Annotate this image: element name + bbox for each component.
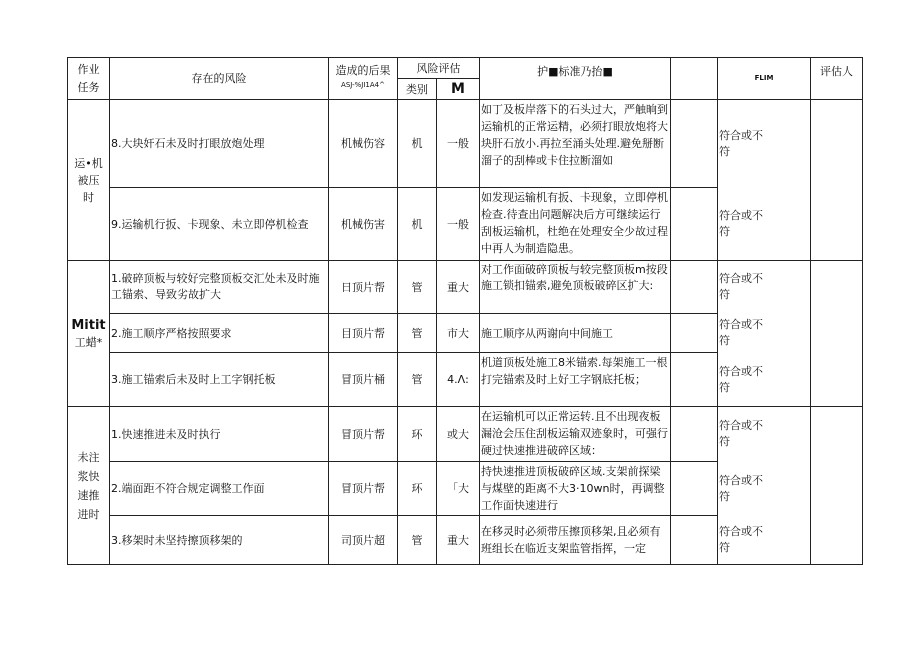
consequence-cell: 冒顶片桶 bbox=[341, 373, 385, 386]
measure-cell: 如丁及板岸落下的石头过大，严触晌到运输机的正常运精，必须打眼放炮将大块肝石放小.再拉至涌头处理.避免掰断溜子的刮棒或卡住拉断溜如 bbox=[481, 103, 668, 167]
risk-cell: 9.运输机行扳、卡现象、未立即停机检查 bbox=[111, 217, 309, 231]
level-cell: 4.Λ: bbox=[447, 373, 469, 386]
category-cell: 环 bbox=[411, 482, 423, 495]
level-cell: 重大 bbox=[447, 280, 469, 294]
header-consequence-sub: ASJ-%JI1A4^ bbox=[341, 81, 385, 89]
result-cell: 符合或不符 bbox=[719, 272, 763, 301]
result-cell: 符合或不符 bbox=[719, 209, 763, 238]
consequence-cell: 机械伤害 bbox=[341, 217, 385, 231]
task-cell: 未注浆快速推进时 bbox=[77, 450, 100, 521]
task-latin-prefix: Mitit bbox=[71, 317, 106, 333]
measure-cell: 施工顺序从两谢向中间施工 bbox=[481, 326, 613, 340]
measure-cell: 持快速推进顶板破碎区域.支架前探梁与煤壁的距离不大3·10wn时，再调整工作面快速进行 bbox=[481, 465, 665, 512]
task-suffix: 工蜡* bbox=[74, 335, 103, 349]
risk-cell: 1.破碎顶板与较好完整顶板交汇处未及时施工锚索、导致劣故扩大 bbox=[111, 272, 320, 301]
task-cell bbox=[68, 261, 109, 406]
category-cell: 管 bbox=[411, 326, 423, 340]
result-cell: 符合或不符 bbox=[719, 473, 763, 503]
result-cell: 符合或不符 bbox=[719, 525, 763, 554]
consequence-cell: 机械伤容 bbox=[341, 137, 385, 150]
header-assessor: 评估人 bbox=[820, 65, 853, 78]
result-cell: 符合或不符 bbox=[719, 364, 763, 394]
risk-cell: 8.大块奸石未及时打眼放炮处理 bbox=[111, 137, 265, 150]
result-cell: 符合或不符 bbox=[719, 318, 763, 347]
risk-cell: 2.施工顺序严格按照要求 bbox=[111, 326, 232, 340]
measure-cell: 机道顶板处施工8米锚索.每架施工一根打完锚索及时上好工字钢底托板； bbox=[481, 356, 668, 386]
level-cell: 一般 bbox=[447, 137, 469, 150]
column-divider bbox=[810, 57, 811, 565]
risk-cell: 3.施工锚索后未及时上工字钢托板 bbox=[111, 373, 276, 386]
consequence-cell: 冒顶片帮 bbox=[341, 427, 385, 441]
result-cell: 符合或不符 bbox=[719, 419, 763, 448]
header-consequence: 造成的后果 bbox=[335, 64, 391, 77]
consequence-cell: 冒顶片帮 bbox=[341, 482, 385, 495]
risk-cell: 2.端面距不符合规定调整工作面 bbox=[111, 482, 265, 495]
header-task: 作业任务 bbox=[77, 62, 100, 94]
category-cell: 管 bbox=[411, 533, 423, 547]
category-cell: 管 bbox=[411, 373, 423, 386]
table-border-right bbox=[862, 57, 863, 565]
category-cell: 管 bbox=[411, 280, 423, 294]
header-result: FLIM bbox=[754, 74, 774, 82]
risk-cell: 1.快速推进未及时执行 bbox=[111, 427, 221, 441]
level-cell: 或大 bbox=[447, 427, 469, 441]
measure-cell: 如发现运输机有扳、卡现象，立即停机检查.待查出问题解决后方可继续运行刮板运输机，杜绝在处理安全少故过程中再人为制造隐患。 bbox=[481, 191, 668, 255]
task-cell-text bbox=[71, 317, 105, 351]
measure-cell: 在运输机可以正常运转.且不出现夜板漏沧会压住刮板运输双迹象时，可强行硬过快速推进破碎区域： bbox=[481, 410, 668, 457]
level-cell: 重大 bbox=[447, 533, 469, 547]
level-cell: 市大 bbox=[447, 326, 469, 340]
measure-cell: 在移灵时必须带压擦顶移架,且必须有班组长在临近支架监管指挥，一定 bbox=[481, 525, 661, 555]
header-level: M bbox=[451, 80, 465, 97]
header-assessment: 风险评估 bbox=[416, 61, 461, 75]
level-cell: 「大 bbox=[447, 482, 469, 495]
header-measures: 护■标准乃抬■ bbox=[537, 64, 613, 78]
level-cell: 一般 bbox=[447, 217, 469, 231]
header-category: 类别 bbox=[406, 82, 428, 96]
header-risk: 存在的风险 bbox=[191, 72, 247, 85]
risk-assessment-table bbox=[67, 57, 863, 565]
consequence-cell: 目顶片帮 bbox=[341, 326, 385, 340]
task-cell: 运•机被压时 bbox=[74, 156, 103, 204]
risk-cell: 3.移架时未坚持擦顶移架的 bbox=[111, 533, 243, 547]
result-cell: 符合或不符 bbox=[719, 128, 763, 158]
column-divider bbox=[670, 57, 671, 565]
consequence-cell: 日顶片帮 bbox=[341, 280, 385, 294]
table-border-bottom bbox=[67, 564, 863, 565]
header-consequence-cell bbox=[329, 58, 397, 99]
category-cell: 环 bbox=[411, 427, 423, 441]
category-cell: 机 bbox=[411, 137, 423, 150]
consequence-cell: 司顶片超 bbox=[341, 533, 385, 547]
category-cell: 机 bbox=[411, 217, 423, 231]
measure-cell: 对工作面破碎顶板与较完整顶板m按段施工锁扣锚索,避免顶板破碎区扩大: bbox=[481, 263, 668, 292]
